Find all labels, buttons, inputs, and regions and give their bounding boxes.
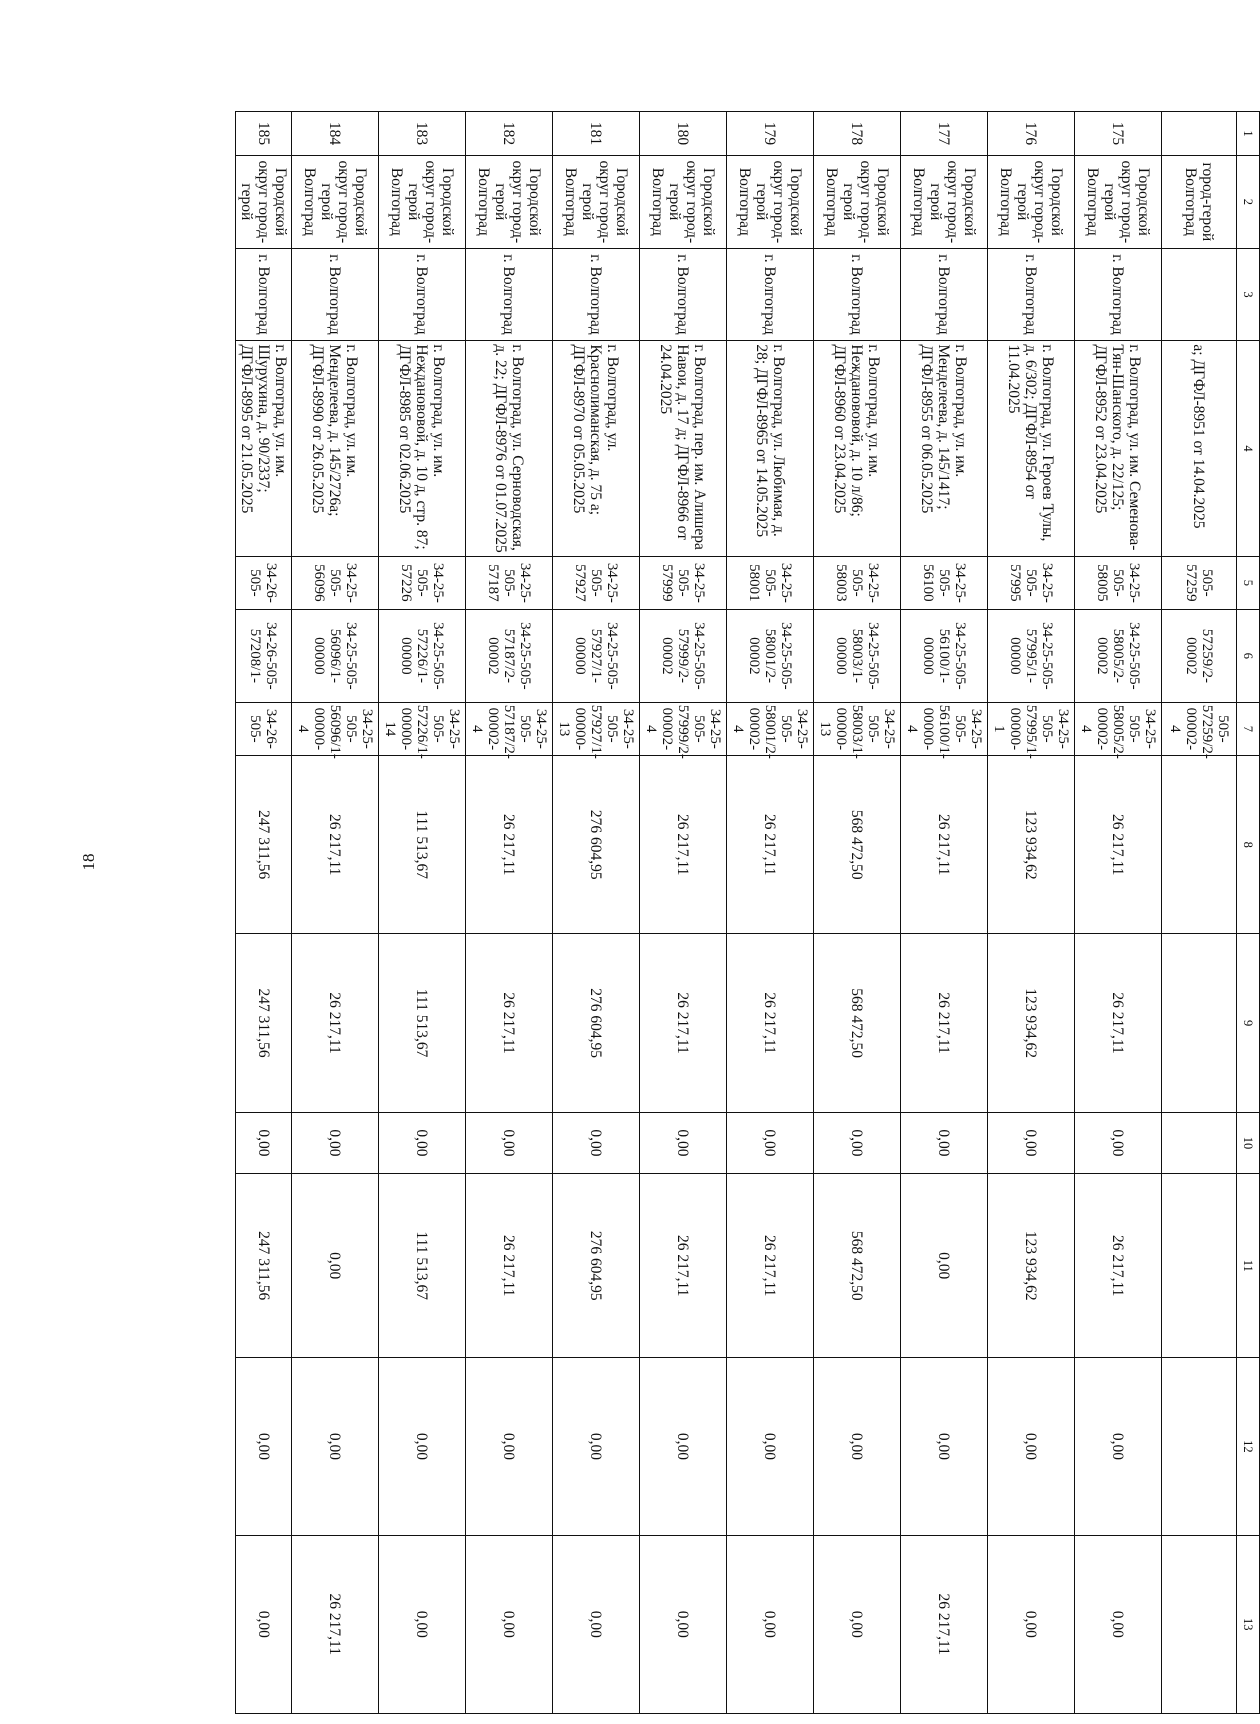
- cell-c12: 0,00: [379, 1358, 466, 1535]
- cell-c12: 0,00: [814, 1358, 901, 1535]
- cell-c9: 111 513,67: [379, 934, 466, 1112]
- cell-c10: 0,00: [466, 1112, 553, 1173]
- cell-c13: 0,00: [1075, 1535, 1162, 1713]
- cell-c4: г. Волгоград, ул. им. Шурухина, д. 90/2337; ДГФЛ-8995 от 21.05.2025: [236, 341, 292, 556]
- data-table: [235, 111, 1260, 1714]
- cell-c11: 0,00: [901, 1174, 988, 1358]
- cell-c13: 0,00: [553, 1535, 640, 1713]
- cell-c5: 34-26-505-: [236, 556, 292, 609]
- cell-c6: 34-25-505-57226/1-00000: [379, 610, 466, 703]
- column-number: 11: [1237, 1174, 1260, 1358]
- cell-c5: 34-25-505-56100: [901, 556, 988, 609]
- cell-c2: Городской округ город-герой Волгоград: [814, 156, 901, 249]
- cell-c11: 123 934,62: [988, 1174, 1075, 1358]
- cell-c9: 26 217,11: [727, 934, 814, 1112]
- cell-c6: 34-25-505-58005/2-00002: [1075, 610, 1162, 703]
- cell-c3: г. Волгоград: [553, 248, 640, 341]
- cell-c7: 34-25-505-56096/1-00000-4: [292, 702, 379, 755]
- cell-c7: 34-25-505-57927/1-00000-13: [553, 702, 640, 755]
- cell-c8: 111 513,67: [379, 756, 466, 934]
- cell-c5: 34-25-505-57187: [466, 556, 553, 609]
- column-number: 9: [1237, 934, 1260, 1112]
- cell-c11: 111 513,67: [379, 1174, 466, 1358]
- cell-c4: г. Волгоград, ул. Краснолиманская, д. 75 а; ДГФЛ-8970 от 05.05.2025: [553, 341, 640, 556]
- column-number: 6: [1237, 610, 1260, 703]
- cell-c10: 0,00: [901, 1112, 988, 1173]
- cell-c6: 34-25-505-57995/1-00000: [988, 610, 1075, 703]
- cell-c9: 26 217,11: [640, 934, 727, 1112]
- cell-c11: 26 217,11: [466, 1174, 553, 1358]
- cell-c10: 0,00: [236, 1112, 292, 1173]
- cell-c12: 0,00: [292, 1358, 379, 1535]
- cell-c8: 26 217,11: [901, 756, 988, 934]
- table-row: [814, 112, 901, 1714]
- table-row: [901, 112, 988, 1714]
- cell-c10: 0,00: [1075, 1112, 1162, 1173]
- cell-c4: г. Волгоград, пер. им. Алишера Навои, д. 17 д; ДГФЛ-8966 от 24.04.2025: [640, 341, 727, 556]
- cell-c12: 0,00: [553, 1358, 640, 1535]
- cell-c7: 34-25-505-56100/1-00000-4: [901, 702, 988, 755]
- cell-c4: г. Волгоград, ул. Героев Тулы, д. 6/302; ДГФЛ-8954 от 11.04.2025: [988, 341, 1075, 556]
- cell-c9: 276 604,95: [553, 934, 640, 1112]
- cell-c13: 0,00: [988, 1535, 1075, 1713]
- cell-c13: 0,00: [466, 1535, 553, 1713]
- cell-c3: г. Волгоград: [727, 248, 814, 341]
- column-number: 4: [1237, 341, 1260, 556]
- cell-c7: 34-25-505-58001/2-00002-4: [727, 702, 814, 755]
- cell-c10: 0,00: [727, 1112, 814, 1173]
- cell-c12: [1162, 1358, 1237, 1535]
- cell-c8: 26 217,11: [1075, 756, 1162, 934]
- cell-c9: 26 217,11: [466, 934, 553, 1112]
- cell-c1: 178: [814, 112, 901, 156]
- cell-c1: 177: [901, 112, 988, 156]
- cell-c7: 505-57259/2-00002-4: [1162, 702, 1237, 755]
- cell-c12: 0,00: [901, 1358, 988, 1535]
- cell-c7: 34-26-505-: [236, 702, 292, 755]
- cell-c1: 180: [640, 112, 727, 156]
- cell-c8: [1162, 756, 1237, 934]
- cell-c2: Городской округ город-герой Волгоград: [727, 156, 814, 249]
- cell-c10: 0,00: [988, 1112, 1075, 1173]
- column-number-row: [1237, 112, 1260, 1714]
- cell-c5: 34-25-505-56096: [292, 556, 379, 609]
- cell-c1: 183: [379, 112, 466, 156]
- cell-c3: г. Волгоград: [466, 248, 553, 341]
- cell-c1: 184: [292, 112, 379, 156]
- cell-c8: 568 472,50: [814, 756, 901, 934]
- cell-c10: 0,00: [292, 1112, 379, 1173]
- cell-c9: 26 217,11: [292, 934, 379, 1112]
- table-row: [466, 112, 553, 1714]
- cell-c4: г. Волгоград, ул. им. Менделеева, д. 145/2726а; ДГФЛ-8990 от 26.05.2025: [292, 341, 379, 556]
- cell-c2: Городской округ город-герой Волгоград: [466, 156, 553, 249]
- cell-c12: 0,00: [1075, 1358, 1162, 1535]
- cell-c2: Городской округ город-герой Волгоград: [379, 156, 466, 249]
- cell-c8: 276 604,95: [553, 756, 640, 934]
- cell-c12: 0,00: [640, 1358, 727, 1535]
- cell-c5: 34-25-505-57999: [640, 556, 727, 609]
- cell-c6: 34-25-505-58001/2-00002: [727, 610, 814, 703]
- cell-c1: 179: [727, 112, 814, 156]
- column-number: 8: [1237, 756, 1260, 934]
- cell-c11: 568 472,50: [814, 1174, 901, 1358]
- column-number: 10: [1237, 1112, 1260, 1173]
- cell-c13: 26 217,11: [292, 1535, 379, 1713]
- column-number: 3: [1237, 248, 1260, 341]
- table-row: [553, 112, 640, 1714]
- cell-c5: 34-25-505-58005: [1075, 556, 1162, 609]
- cell-c11: [1162, 1174, 1237, 1358]
- cell-c9: 247 311,56: [236, 934, 292, 1112]
- cell-c5: 34-25-505-57995: [988, 556, 1075, 609]
- cell-c8: 247 311,56: [236, 756, 292, 934]
- cell-c5: 34-25-505-57226: [379, 556, 466, 609]
- cell-c12: 0,00: [727, 1358, 814, 1535]
- cell-c2: Городской округ город-герой Волгоград: [553, 156, 640, 249]
- cell-c13: [1162, 1535, 1237, 1713]
- cell-c5: 34-25-505-58003: [814, 556, 901, 609]
- cell-c3: [1162, 248, 1237, 341]
- cell-c6: 34-25-505-57927/1-00000: [553, 610, 640, 703]
- cell-c7: 34-25-505-58005/2-00002-4: [1075, 702, 1162, 755]
- cell-c3: г. Волгоград: [1075, 248, 1162, 341]
- table-row: [1162, 112, 1237, 1714]
- cell-c2: Городской округ город-герой Волгоград: [901, 156, 988, 249]
- cell-c1: 176: [988, 112, 1075, 156]
- rotated-table-sheet: [167, 111, 1260, 1714]
- cell-c7: 34-25-505-57187/2-00002-4: [466, 702, 553, 755]
- cell-c5: 34-25-505-57927: [553, 556, 640, 609]
- cell-c3: г. Волгоград: [379, 248, 466, 341]
- cell-c6: 34-25-505-57999/2-00002: [640, 610, 727, 703]
- cell-c9: 123 934,62: [988, 934, 1075, 1112]
- cell-c4: г. Волгоград, ул. им. Менделеева, д. 145/1417; ДГФЛ-8955 от 06.05.2025: [901, 341, 988, 556]
- cell-c3: г. Волгоград: [814, 248, 901, 341]
- cell-c2: Городской округ город-герой Волгоград: [988, 156, 1075, 249]
- table-row: [727, 112, 814, 1714]
- cell-c3: г. Волгоград: [292, 248, 379, 341]
- table-row: [292, 112, 379, 1714]
- cell-c1: 181: [553, 112, 640, 156]
- cell-c4: г. Волгоград, ул. им. Нежданововой, д. 10 л/86; ДГФЛ-8960 от 23.04.2025: [814, 341, 901, 556]
- cell-c8: 26 217,11: [466, 756, 553, 934]
- cell-c13: 0,00: [379, 1535, 466, 1713]
- cell-c1: 175: [1075, 112, 1162, 156]
- cell-c13: 26 217,11: [901, 1535, 988, 1713]
- table-row: [1075, 112, 1162, 1714]
- cell-c2: Городской округ город-герой Волгоград: [1075, 156, 1162, 249]
- cell-c8: 26 217,11: [727, 756, 814, 934]
- page-number: 18: [79, 853, 98, 871]
- cell-c10: 0,00: [814, 1112, 901, 1173]
- cell-c7: 34-25-505-58003/1-00000-13: [814, 702, 901, 755]
- cell-c11: 26 217,11: [727, 1174, 814, 1358]
- cell-c8: 26 217,11: [640, 756, 727, 934]
- cell-c4: г. Волгоград, ул. им. Нежданововой, д. 10 д, стр. 87; ДГФЛ-8985 от 02.06.2025: [379, 341, 466, 556]
- cell-c7: 34-25-505-57226/1-00000-14: [379, 702, 466, 755]
- table-row: [236, 112, 292, 1714]
- cell-c3: г. Волгоград: [236, 248, 292, 341]
- cell-c6: 34-26-505-57208/1-: [236, 610, 292, 703]
- cell-c11: 0,00: [292, 1174, 379, 1358]
- cell-c10: 0,00: [553, 1112, 640, 1173]
- cell-c13: 0,00: [640, 1535, 727, 1713]
- column-number: 12: [1237, 1358, 1260, 1535]
- column-number: 13: [1237, 1535, 1260, 1713]
- cell-c9: [1162, 934, 1237, 1112]
- column-number: 7: [1237, 702, 1260, 755]
- cell-c1: [1162, 112, 1237, 156]
- cell-c10: [1162, 1112, 1237, 1173]
- cell-c6: 34-25-505-58003/1-00000: [814, 610, 901, 703]
- column-number: 1: [1237, 112, 1260, 156]
- cell-c2: Городской округ город-герой Волгоград: [292, 156, 379, 249]
- table-row: [988, 112, 1075, 1714]
- cell-c11: 26 217,11: [640, 1174, 727, 1358]
- cell-c4: г. Волгоград, ул. Серноводская, д. 22; ДГФЛ-8976 от 01.07.2025: [466, 341, 553, 556]
- cell-c5: 34-25-505-58001: [727, 556, 814, 609]
- cell-c7: 34-25-505-57999/2-00002-4: [640, 702, 727, 755]
- cell-c12: 0,00: [466, 1358, 553, 1535]
- cell-c9: 26 217,11: [901, 934, 988, 1112]
- cell-c11: 247 311,56: [236, 1174, 292, 1358]
- cell-c6: 57259/2-00002: [1162, 610, 1237, 703]
- cell-c6: 34-25-505-57187/2-00002: [466, 610, 553, 703]
- table-row: [379, 112, 466, 1714]
- cell-c6: 34-25-505-56100/1-00000: [901, 610, 988, 703]
- cell-c3: г. Волгоград: [640, 248, 727, 341]
- column-number: 2: [1237, 156, 1260, 249]
- cell-c7: 34-25-505-57995/1-00000-1: [988, 702, 1075, 755]
- cell-c9: 568 472,50: [814, 934, 901, 1112]
- cell-c2: город-герой Волгоград: [1162, 156, 1237, 249]
- cell-c5: 505-57259: [1162, 556, 1237, 609]
- cell-c2: Городской округ город-герой Волгоград: [640, 156, 727, 249]
- cell-c11: 26 217,11: [1075, 1174, 1162, 1358]
- column-number: 5: [1237, 556, 1260, 609]
- cell-c4: г. Волгоград, ул. им. Семенова-Тян-Шанского, д. 22/125; ДГФЛ-8952 от 23.04.2025: [1075, 341, 1162, 556]
- cell-c13: 0,00: [814, 1535, 901, 1713]
- cell-c12: 0,00: [236, 1358, 292, 1535]
- cell-c4: а; ДГФЛ-8951 от 14.04.2025: [1162, 341, 1237, 556]
- cell-c10: 0,00: [640, 1112, 727, 1173]
- cell-c13: 0,00: [236, 1535, 292, 1713]
- cell-c9: 26 217,11: [1075, 934, 1162, 1112]
- cell-c13: 0,00: [727, 1535, 814, 1713]
- cell-c3: г. Волгоград: [988, 248, 1075, 341]
- cell-c1: 185: [236, 112, 292, 156]
- cell-c10: 0,00: [379, 1112, 466, 1173]
- cell-c6: 34-25-505-56096/1-00000: [292, 610, 379, 703]
- cell-c8: 26 217,11: [292, 756, 379, 934]
- cell-c4: г. Волгоград, ул. Любимая, д. 28; ДГФЛ-8965 от 14.05.2025: [727, 341, 814, 556]
- table-row: [640, 112, 727, 1714]
- cell-c3: г. Волгоград: [901, 248, 988, 341]
- cell-c2: Городской округ город-герой: [236, 156, 292, 249]
- cell-c12: 0,00: [988, 1358, 1075, 1535]
- cell-c11: 276 604,95: [553, 1174, 640, 1358]
- cell-c8: 123 934,62: [988, 756, 1075, 934]
- cell-c1: 182: [466, 112, 553, 156]
